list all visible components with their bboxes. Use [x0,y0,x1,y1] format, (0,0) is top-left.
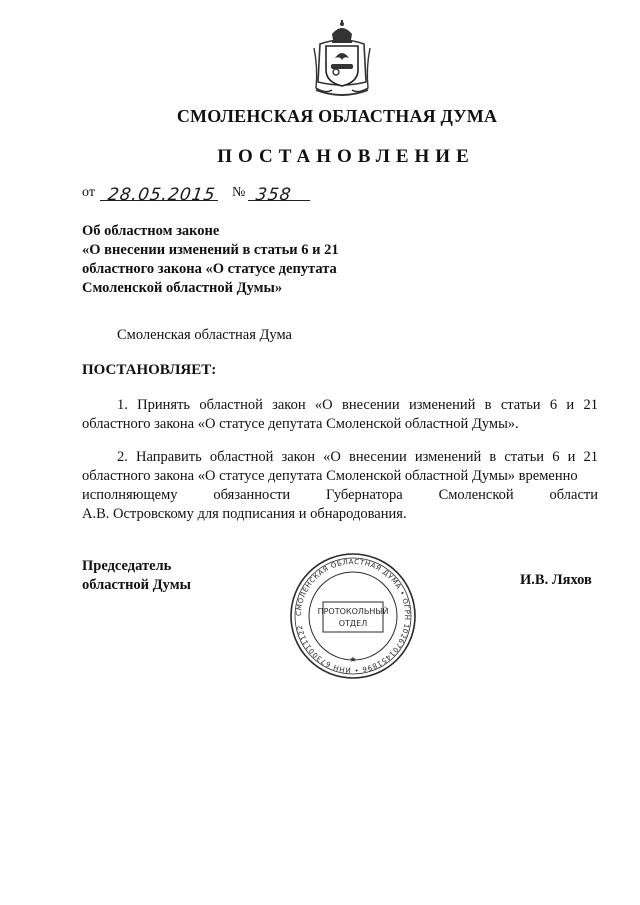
document-type-title: ПОСТАНОВЛЕНИЕ [217,146,475,167]
word: Смоленской [438,487,514,503]
word: обязанности [213,487,291,503]
word: области [549,487,598,503]
paragraph-2 [82,448,598,524]
number-prefix: № [232,185,246,200]
document-subject [82,222,402,298]
date-handwritten: 28.05.2015 [106,185,217,205]
star-icon: ★ [349,655,357,664]
official-stamp [289,552,417,680]
signatory-title [82,557,191,595]
paragraph-line: областного закона «О статусе депутата Смоленской областной Думы» временно [82,468,578,484]
paragraph-line: А.В. Островскому для подписания и обнародования. [82,506,407,522]
signatory-title-line: областной Думы [82,577,191,593]
stamp-outer-text: СМОЛЕНСКАЯ ОБЛАСТНАЯ ДУМА • ОГРН 1026701451896 • ИНН 6730011122 [294,557,412,675]
signatory-title-line: Председатель [82,558,172,574]
word: исполняющему [82,487,178,503]
coat-of-arms-emblem [302,18,382,100]
decree-heading: ПОСТАНОВЛЯЕТ: [82,362,217,378]
organization-name: СМОЛЕНСКАЯ ОБЛАСТНАЯ ДУМА [176,106,498,126]
date-number-line [82,183,342,205]
stamp-inner-line: ПРОТОКОЛЬНЫЙ [317,607,389,616]
paragraph-1 [82,396,598,434]
subject-line: Смоленской областной Думы» [82,280,283,296]
date-prefix: от [82,185,95,200]
word: Губернатора [326,487,403,503]
subject-line: «О внесении изменений в статьи 6 и 21 [82,242,339,258]
subject-line: областного закона «О статусе депутата [82,261,337,277]
subject-line: Об областном законе [82,223,220,239]
paragraph-line: 2. Направить областной закон «О внесении изменений в статьи 6 и 21 [117,449,598,465]
number-handwritten: 358 [254,185,293,205]
paragraph-line: областного закона «О статусе депутата Смоленской областной Думы». [82,416,519,432]
paragraph-line: 1. Принять областной закон «О внесении изменений в статьи 6 и 21 [117,397,598,413]
preamble-text: Смоленская областная Дума [117,327,292,343]
signatory-name: И.В. Ляхов [520,572,592,588]
stamp-inner-line: ОТДЕЛ [338,619,368,628]
paragraph-justified-line [82,486,598,505]
